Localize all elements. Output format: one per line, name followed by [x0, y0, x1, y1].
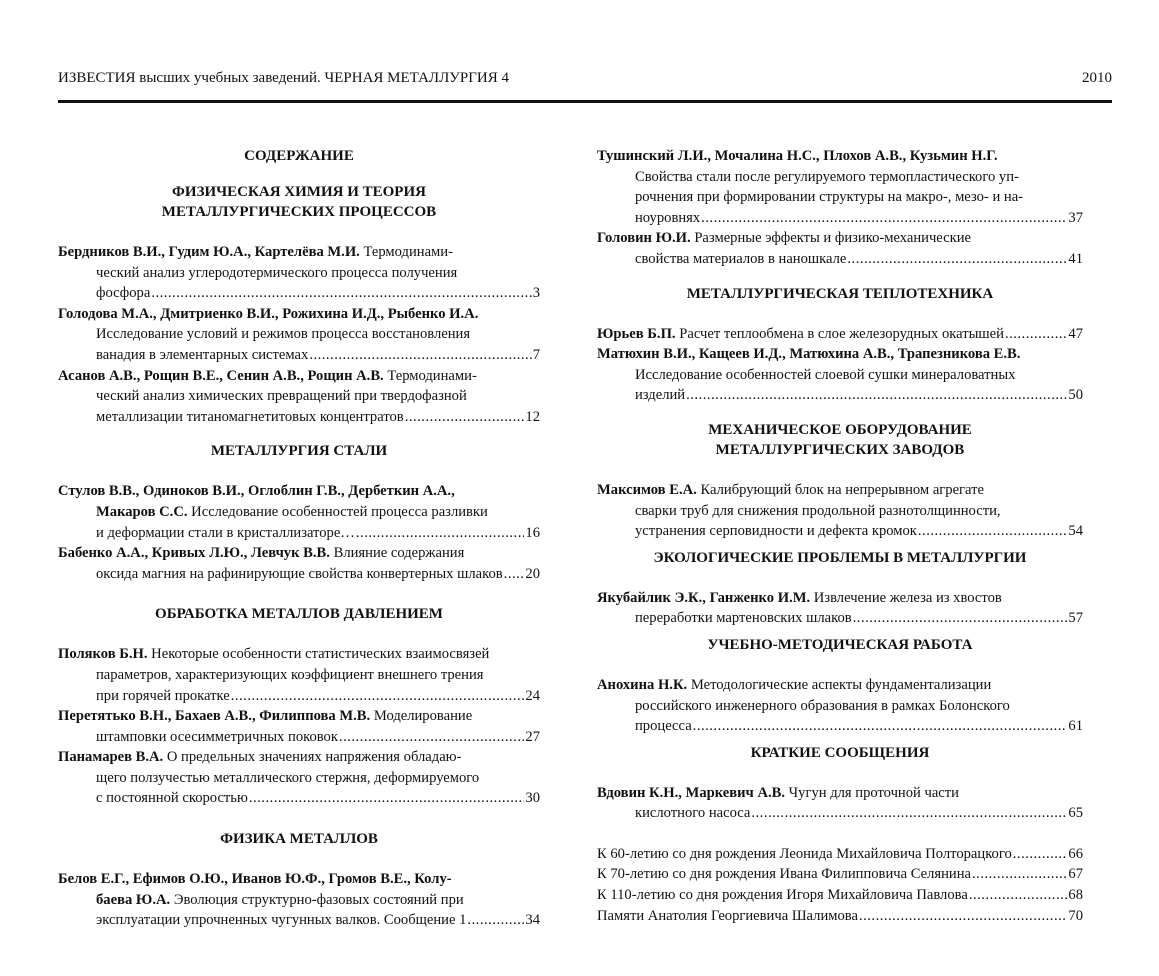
entry-title-line: изделий [635, 387, 686, 404]
running-head [58, 70, 1112, 87]
entry-title-line: Чугун для проточной части [788, 784, 959, 801]
journal-title: ИЗВЕСТИЯ высших учебных заведений. ЧЕРНАЯ МЕТАЛЛУРГИЯ 4 [58, 70, 510, 86]
dot-leader [686, 385, 1067, 406]
entry-title-line: российского инженерного образования в рамках Болонского [635, 697, 1010, 714]
toc-entry[interactable] [58, 706, 540, 747]
entry-title-line: ческий анализ химических превращений при твердофазной [96, 388, 467, 405]
section-heading: ФИЗИЧЕСКАЯ ХИМИЯ И ТЕОРИЯ МЕТАЛЛУРГИЧЕСКИХ ПРОЦЕССОВ [161, 184, 437, 220]
page-number: 7 [532, 346, 540, 363]
toc-entry[interactable] [58, 242, 540, 304]
page-number: 37 [1068, 209, 1083, 226]
header-rule [58, 100, 1112, 103]
page-number: 20 [525, 565, 540, 582]
page-number: 3 [532, 285, 540, 302]
dot-leader [969, 885, 1068, 906]
entry-title-line: при горячей прокатке [96, 687, 230, 704]
section-heading: ОБРАБОТКА МЕТАЛЛОВ ДАВЛЕНИЕМ [155, 606, 443, 623]
entry-authors: Максимов Е.А. [597, 481, 697, 498]
toc-entry[interactable] [597, 906, 1083, 927]
section-heading: УЧЕБНО-МЕТОДИЧЕСКАЯ РАБОТА [707, 636, 973, 653]
entry-title-line: кислотного насоса [635, 805, 751, 822]
toc-entry[interactable] [58, 747, 540, 809]
entry-authors: Поляков Б.Н. [58, 646, 148, 663]
toc-entry[interactable] [58, 366, 540, 428]
section-heading: КРАТКИЕ СООБЩЕНИЯ [750, 744, 930, 761]
page-number: 41 [1068, 250, 1083, 267]
entry-title-line: К 60-летию со дня рождения Леонида Михайловича Полторацкого [597, 845, 1012, 862]
dot-leader [859, 906, 1067, 927]
toc-entry[interactable] [58, 543, 540, 584]
entry-title-line: устранения серповидности и дефекта кромок [635, 523, 917, 540]
page-number: 68 [1068, 887, 1083, 904]
dot-leader [847, 249, 1067, 270]
entry-title-line: фосфора [96, 285, 151, 302]
dot-leader [1013, 844, 1068, 865]
entry-authors: Панамарев В.А. [58, 749, 164, 766]
entry-title-line: Исследование особенностей слоевой сушки минераловатных [635, 366, 1016, 383]
dot-leader [918, 521, 1068, 542]
entry-title-line: штамповки осесимметричных поковок [96, 728, 338, 745]
dot-leader [231, 686, 525, 707]
entry-authors: Вдовин К.Н., Маркевич А.В. [597, 784, 786, 801]
entry-title-line: и деформации стали в кристаллизаторе… [96, 524, 355, 541]
toc-entry[interactable] [597, 844, 1083, 865]
page-number: 47 [1068, 325, 1083, 342]
entry-title-line: Исследование условий и режимов процесса восстановления [96, 326, 471, 343]
section-heading: МЕТАЛЛУРГИЧЕСКАЯ ТЕПЛОТЕХНИКА [686, 285, 994, 302]
entry-title-line: Исследование особенностей процесса разливки [191, 503, 488, 520]
page-number: 67 [1068, 866, 1083, 883]
toc-entry[interactable] [597, 675, 1083, 737]
entry-authors: Стулов В.В., Одиноков В.И., Оглоблин Г.В., Дербеткин А.А., [58, 483, 455, 500]
entry-authors: Якубайлик Э.К., Ганженко И.М. [597, 589, 811, 606]
page-number: 66 [1068, 845, 1083, 862]
page-number: 12 [525, 408, 540, 425]
entry-title-line: сварки труб для снижения продольной разнотолщинности, [635, 502, 1001, 519]
toc-entry[interactable] [597, 228, 1083, 269]
page-number: 65 [1068, 805, 1083, 822]
toc-column-left [58, 146, 540, 931]
dot-leader [701, 208, 1067, 229]
entry-title-line: Влияние содержания [333, 545, 465, 562]
toc-column-right [597, 146, 1083, 926]
toc-entry[interactable] [597, 885, 1083, 906]
section-heading: МЕТАЛЛУРГИЯ СТАЛИ [210, 443, 388, 460]
toc-entry[interactable] [58, 869, 540, 931]
entry-authors: Белов Е.Г., Ефимов О.Ю., Иванов Ю.Ф., Громов В.Е., Колу- [58, 871, 452, 888]
entry-title-line: Методологические аспекты фундаментализации [690, 676, 992, 693]
entry-title-line: Некоторые особенности статистических взаимосвязей [151, 646, 490, 663]
entry-title-line: Извлечение железа из хвостов [813, 589, 1002, 606]
toc-entry[interactable] [597, 480, 1083, 542]
entry-title-line: свойства материалов в наношкале [635, 250, 847, 267]
entry-title-line: Моделирование [373, 708, 473, 725]
entry-authors: баева Ю.А. [96, 891, 171, 908]
dot-leader [751, 803, 1067, 824]
entry-title-line: К 110-летию со дня рождения Игоря Михайловича Павлова [597, 887, 968, 904]
dot-leader [467, 910, 524, 931]
entry-title-line: Памяти Анатолия Георгиевича Шалимова [597, 907, 858, 924]
toc-entry[interactable] [597, 324, 1083, 345]
entry-title-line: эксплуатации упрочненных чугунных валков. Сообщение 1 [96, 912, 467, 929]
dot-leader [309, 345, 531, 366]
entry-title-line: Размерные эффекты и физико-механические [694, 230, 971, 247]
toc-entry[interactable] [58, 481, 540, 543]
entry-title-line: параметров, характеризующих коэффициент внешнего трения [96, 666, 484, 683]
entry-authors: Бабенко А.А., Кривых Л.Ю., Левчук В.В. [58, 545, 330, 562]
entry-title-line: ческий анализ углеродотермического процесса получения [96, 264, 458, 281]
page-number: 50 [1068, 387, 1083, 404]
dot-leader [693, 716, 1068, 737]
dot-leader [405, 407, 525, 428]
page-number: 30 [525, 790, 540, 807]
toc-entry[interactable] [58, 304, 540, 366]
page-number: 70 [1068, 907, 1083, 924]
dot-leader [151, 283, 531, 304]
page-number: 27 [525, 728, 540, 745]
toc-entry[interactable] [597, 588, 1083, 629]
page-number: 34 [525, 912, 540, 929]
page-number: 61 [1068, 718, 1083, 735]
entry-title-line: Термодинами- [387, 367, 477, 384]
entry-title-line: Свойства стали после регулируемого термопластического уп- [635, 168, 1019, 185]
dot-leader [249, 788, 525, 809]
toc-entry[interactable] [597, 783, 1083, 824]
toc-title: СОДЕРЖАНИЕ [244, 148, 354, 164]
entry-title-line: О предельных значениях напряжения обладаю- [166, 749, 462, 766]
entry-title-line: Эволюция структурно-фазовых состояний при [173, 891, 464, 908]
dot-leader [356, 523, 525, 544]
dot-leader [1005, 324, 1067, 345]
section-heading: ФИЗИКА МЕТАЛЛОВ [220, 831, 378, 848]
dot-leader [972, 864, 1067, 885]
entry-title-line: рочнения при формировании структуры на макро-, мезо- и на- [635, 189, 1024, 206]
entry-authors: Матюхин В.И., Кащеев И.Д., Матюхина А.В., Трапезникова Е.В. [597, 346, 1021, 363]
entry-title-line: ноуровнях [635, 209, 701, 226]
toc-entry[interactable] [597, 146, 1083, 228]
entry-authors: Анохина Н.К. [597, 676, 688, 693]
entry-title-line: процесса [635, 718, 692, 735]
section-heading: МЕХАНИЧЕСКОЕ ОБОРУДОВАНИЕ МЕТАЛЛУРГИЧЕСКИХ ЗАВОДОВ [708, 421, 972, 458]
entry-title-line: ванадия в элементарных системах [96, 346, 309, 363]
entry-title-line: К 70-летию со дня рождения Ивана Филипповича Селянина [597, 866, 972, 883]
entry-authors: Головин Ю.И. [597, 230, 691, 247]
entry-authors: Асанов А.В., Рощин В.Е., Сенин А.В., Рощин А.В. [58, 367, 384, 384]
entry-authors: Перетятько В.Н., Бахаев А.В., Филиппова М.В. [58, 708, 371, 725]
entry-title-line: металлизации титаномагнетитовых концентратов [96, 408, 404, 425]
entry-authors: Юрьев Б.П. [597, 325, 676, 342]
entry-title-line: Калибрующий блок на непрерывном агрегате [700, 481, 984, 498]
entry-title-line: с постоянной скоростью [96, 790, 248, 807]
toc-entry[interactable] [58, 644, 540, 706]
page-number: 57 [1068, 610, 1083, 627]
entry-title-line: Термодинами- [363, 244, 453, 260]
entry-authors: Голодова М.А., Дмитриенко В.И., Рожихина И.Д., Рыбенко И.А. [58, 305, 479, 322]
entry-authors: Тушинский Л.И., Мочалина Н.С., Плохов А.В., Кузьмин Н.Г. [597, 148, 998, 164]
dot-leader [504, 564, 525, 585]
section-heading: ЭКОЛОГИЧЕСКИЕ ПРОБЛЕМЫ В МЕТАЛЛУРГИИ [653, 549, 1027, 566]
page-number: 16 [525, 524, 540, 541]
page-number: 54 [1068, 523, 1083, 540]
dot-leader [853, 608, 1068, 629]
entry-authors: Макаров С.С. [96, 503, 188, 520]
entry-title-line: оксида магния на рафинирующие свойства конвертерных шлаков [96, 565, 503, 582]
entry-title-line: щего ползучестью металлического стержня, деформируемого [96, 769, 480, 786]
entry-authors: Бердников В.И., Гудим Ю.А., Картелёва М.И. [58, 244, 360, 260]
toc-entry[interactable] [597, 344, 1083, 406]
toc-entry[interactable] [597, 864, 1083, 885]
issue-year: 2010 [1082, 70, 1112, 86]
dot-leader [339, 727, 524, 748]
entry-title-line: Расчет теплообмена в слое железорудных окатышей [679, 325, 1004, 342]
page-number: 24 [525, 687, 540, 704]
entry-title-line: переработки мартеновских шлаков [635, 610, 852, 627]
